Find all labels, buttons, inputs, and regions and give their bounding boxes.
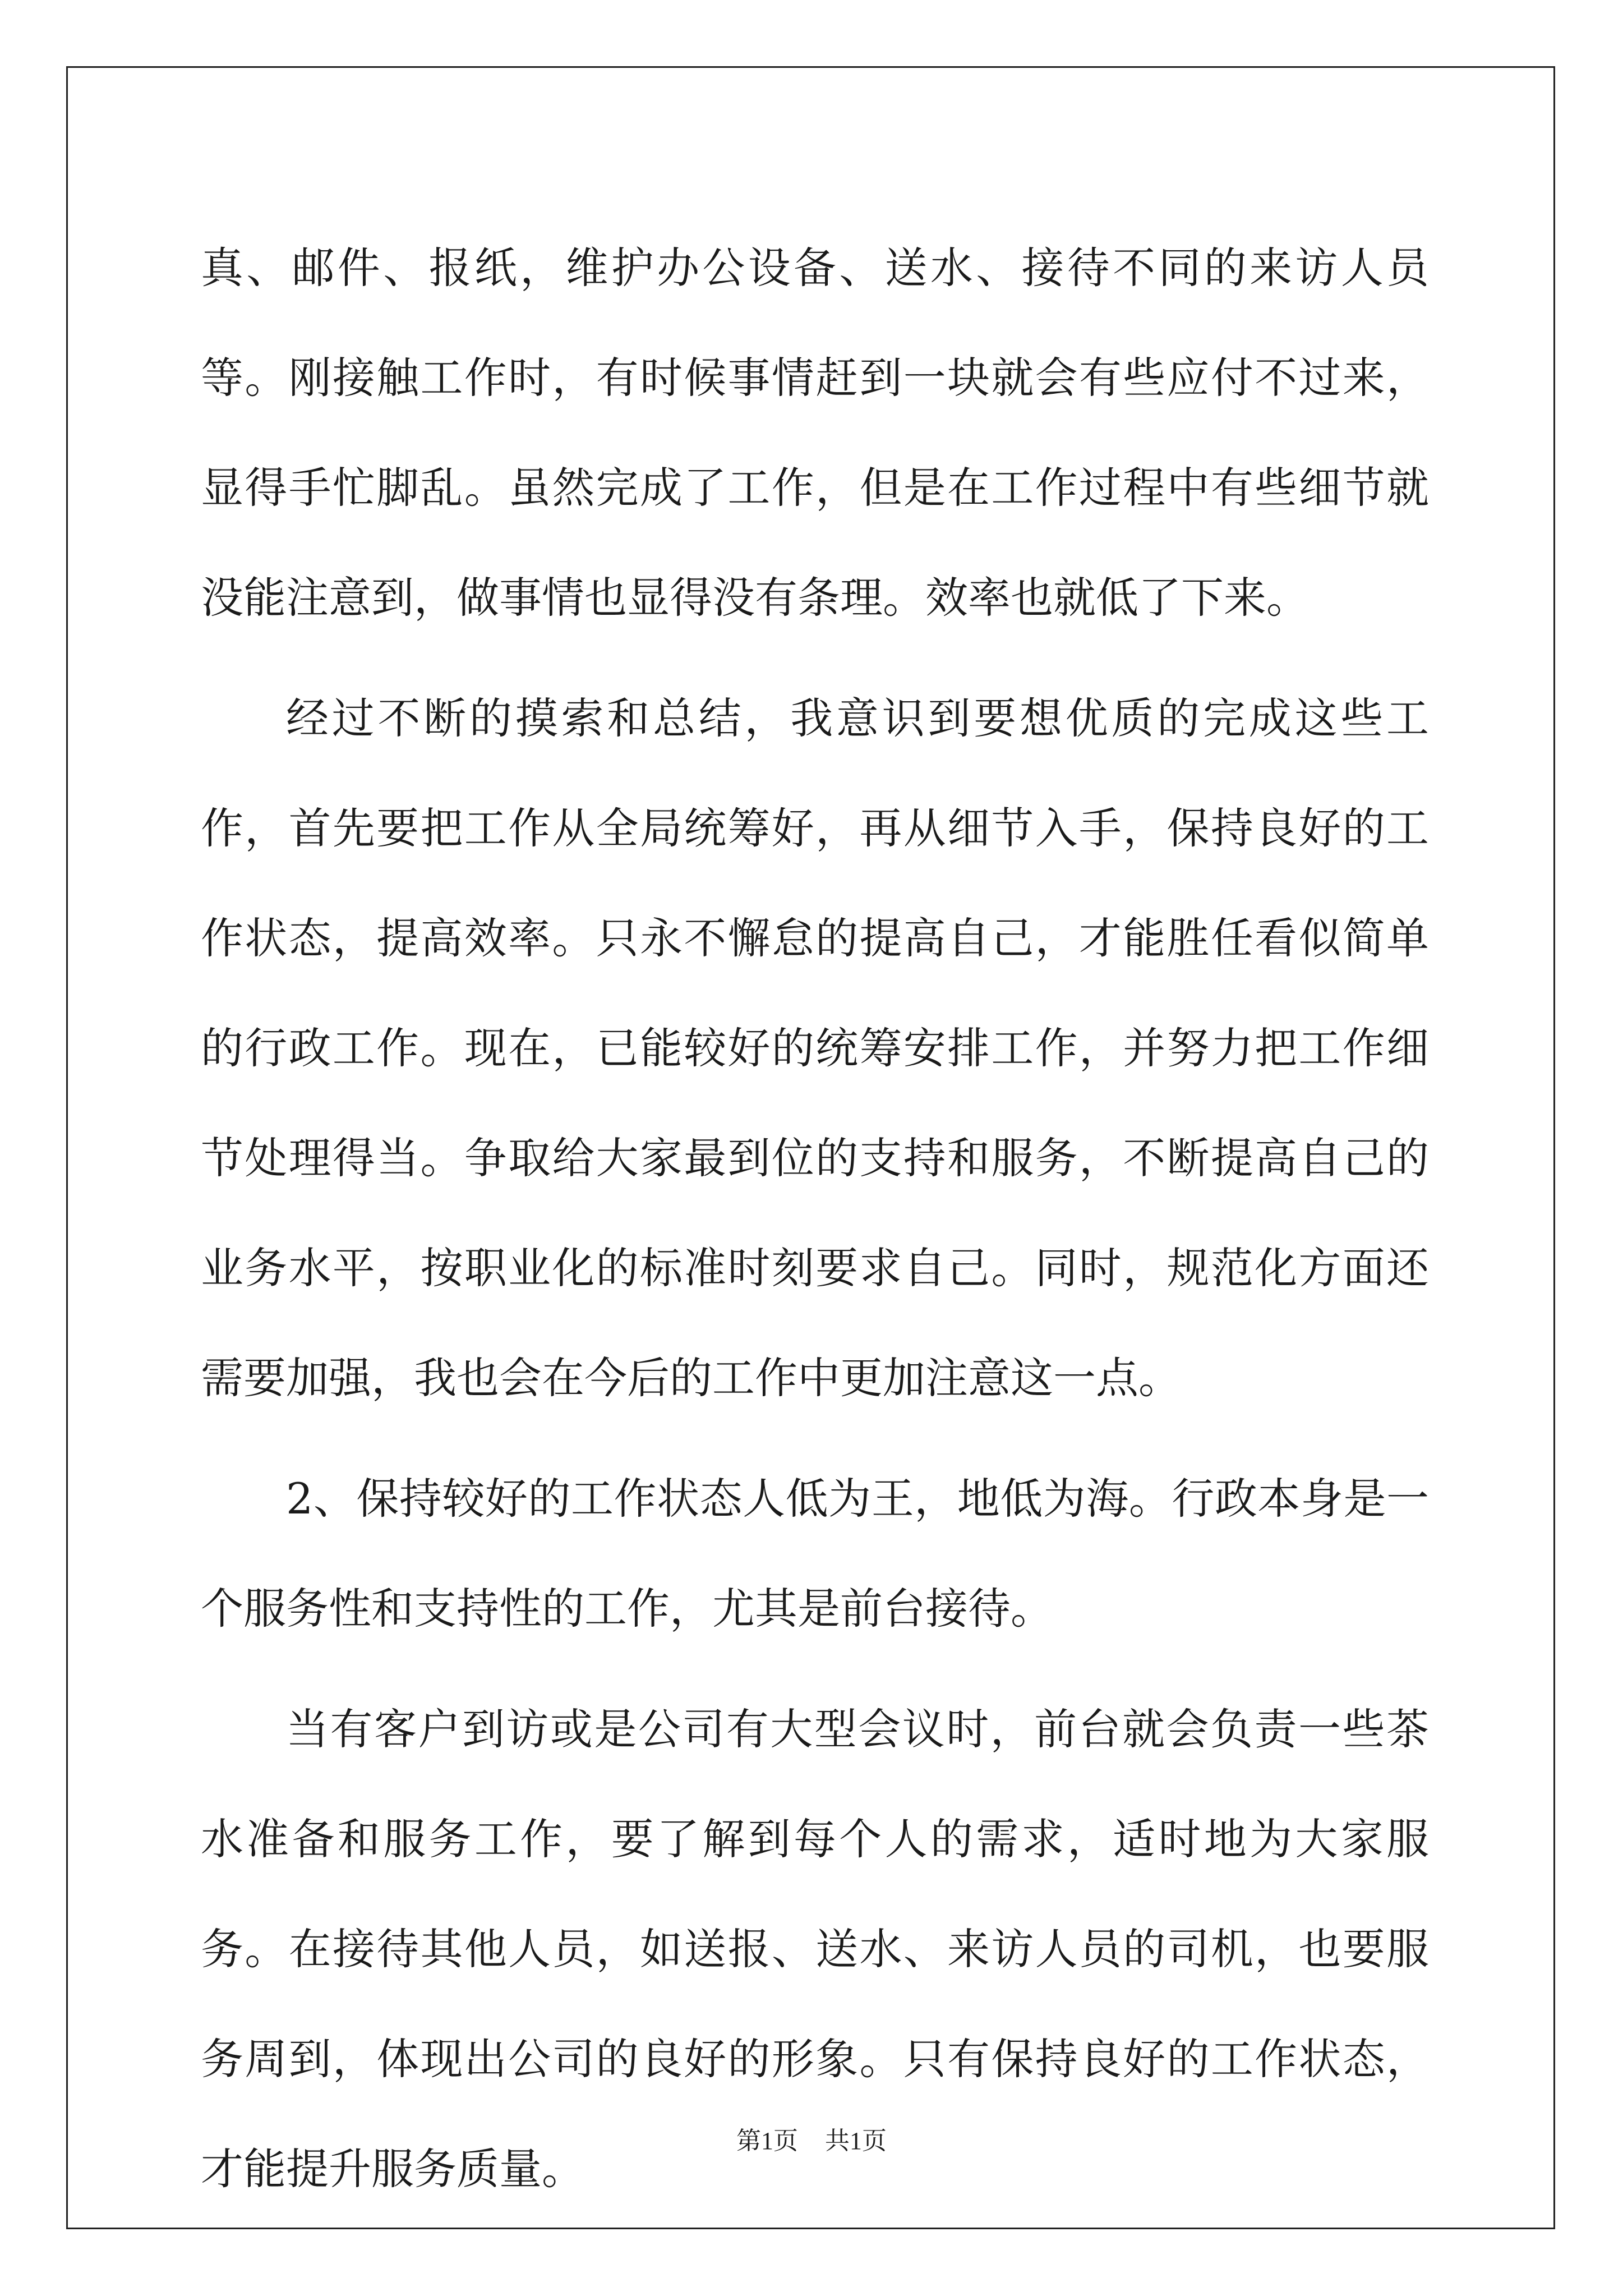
page-number-total: 共1页 xyxy=(825,2127,887,2155)
paragraph-section-2: 2、保持较好的工作状态人低为王，地低为海。行政本身是一个服务性和支持性的工作，尤其是前台接待。 xyxy=(201,1474,1429,1634)
page-number-current: 第1页 xyxy=(736,2127,798,2155)
document-body xyxy=(201,213,1429,2235)
paragraph-summary: 经过不断的摸索和总结，我意识到要想优质的完成这些工作，首先要把工作从全局统筹好，再从细节入手，保持良好的工作状态，提高效率。只永不懈怠的提高自己，才能胜任看似简单的行政工作。现在，已能较好的统筹安排工作，并努力把工作细节处理得当。争取给大家最到位的支持和服务，不断提高自己的业务水平，按职业化的标准时刻要求自己。同时，规范化方面还需要加强，我也会在今后的工作中更加注意这一点。 xyxy=(201,693,1429,1403)
paragraph-continuation: 真、邮件、报纸，维护办公设备、送水、接待不同的来访人员等。刚接触工作时，有时候事情赶到一块就会有些应付不过来，显得手忙脚乱。虽然完成了工作，但是在工作过程中有些细节就没能注意到，做事情也显得没有条理。效率也就低了下来。 xyxy=(201,243,1429,623)
page-footer xyxy=(0,2120,1623,2156)
paragraph-reception: 当有客户到访或是公司有大型会议时，前台就会负责一些茶水准备和服务工作，要了解到每个人的需求，适时地为大家服务。在接待其他人员，如送报、送水、来访人员的司机，也要服务周到，体现出公司的良好的形象。只有保持良好的工作状态，才能提升服务质量。 xyxy=(201,1704,1429,2194)
